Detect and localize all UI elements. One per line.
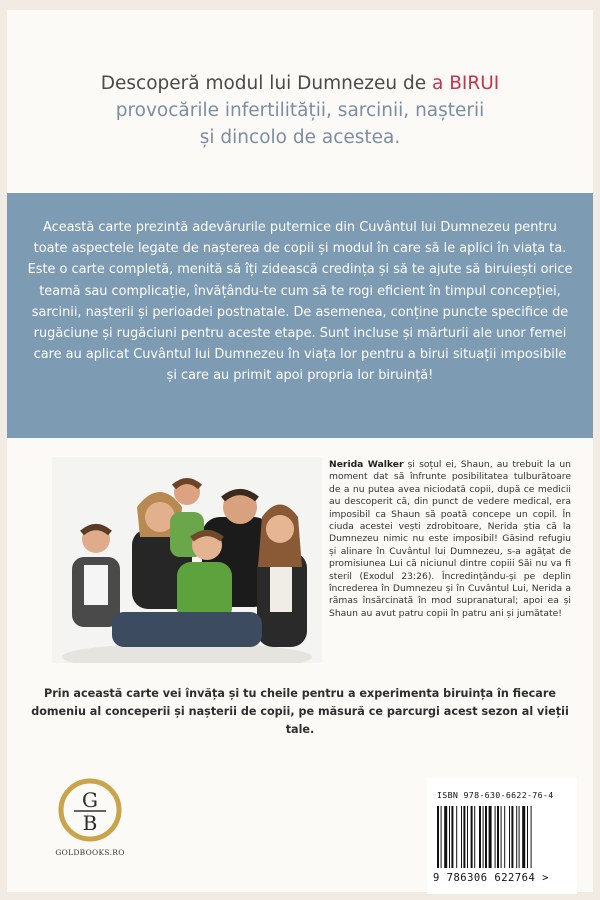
barcode-bar — [483, 806, 484, 868]
summary-text: Această carte prezintă adevărurile puternice din Cuvântul lui Dumnezeu pentru toate aspectele legate de nașterea de copii și modul în care să le aplici în viața ta. Este o carte completă, menită să îți zidească credința și să te ajute să biruiești orice teamă sau complicație, învățându-te cum să te rogi eficient în timpul concepției, sarcinii, nașterii și perioadei postnatale. De asemenea, conține puncte specifice de rugăciune și rugăciuni pentru aceste etape. Sunt incluse și mărturii ale unor femei care au aplicat Cuvântul lui Dumnezeu în viața lor pentru a birui situații imposibile și care au primit apoi propria lor biruință! — [27, 220, 573, 384]
barcode-bar — [456, 806, 457, 868]
back-cover — [7, 10, 593, 892]
barcode-number: 9 786306 622764 > — [433, 872, 549, 884]
monogram-top: G — [82, 788, 98, 812]
barcode-bar — [509, 806, 510, 868]
tagline-line-2: provocările infertilității, sarcinii, nașterii — [115, 100, 485, 121]
tagline-accent: a BIRUI — [432, 73, 500, 94]
barcode-bar — [501, 806, 502, 868]
barcode-bar — [463, 806, 465, 868]
isbn-label: ISBN 978-630-6622-76-4 — [437, 790, 554, 800]
monogram-bottom: B — [82, 811, 98, 835]
tagline-line-1: Descoperă modul lui Dumnezeu de a BIRUI — [100, 73, 500, 94]
closing-statement: Prin această carte vei învăța și tu cheile pentru a experimenta biruința în fiecare domeniu al conceperii și nașterii de copii, pe măsură ce parcurgi acest sezon al vieții tale. — [31, 687, 569, 736]
barcode-bar — [474, 806, 475, 868]
author-bio — [329, 459, 571, 620]
barcode-bar — [527, 806, 528, 868]
barcode-bar — [516, 806, 517, 868]
barcode-bar — [531, 806, 532, 868]
barcode-bar — [511, 806, 513, 868]
barcode-bar — [497, 806, 499, 868]
barcode-bar — [449, 806, 450, 868]
barcode-bar — [479, 806, 481, 868]
isbn-barcode — [427, 778, 577, 894]
barcode-bar — [485, 806, 487, 868]
barcode-bar — [495, 806, 496, 868]
author-bio-text: și soțul ei, Shaun, au trebuit la un moment dat să înfrunte posibilitatea tulburătoare de a nu putea avea niciodată copii, după ce medicii au descoperit că, din punct de vedere medical, era imposibil ca Shaun să poată concepe un copil. În ciuda acestei vești zdrobitoare, Nerida știa că la Dumnezeu nimic nu este imposibil! Găsind refugiu și alinare în Cuvântul lui Dumnezeu, s-a agățat de promisiunea Lui că niciunul dintre copiii Săi nu va fi steril (Exodul 23:26). Încredințându-și pe deplin încrederea în Dumnezeu și în Cuvântul Lui, Nerida a rămas însărcinată în mod supranatural; apoi ea și Shaun au avut patru copii în patru ani și jumătate! — [329, 459, 571, 619]
barcode-bars — [435, 806, 569, 870]
barcode-bar — [522, 806, 525, 868]
summary-band — [7, 193, 593, 438]
barcode-bar — [471, 806, 473, 868]
tagline-line-3: și dincolo de acestea. — [199, 127, 401, 148]
barcode-bar — [451, 806, 453, 868]
barcode-bar — [461, 806, 462, 868]
tagline — [7, 70, 593, 151]
goldbooks-monogram-icon — [58, 778, 122, 842]
barcode-bar — [489, 806, 492, 868]
barcode-bar — [519, 806, 520, 868]
barcode-bar — [504, 806, 505, 868]
barcode-bar — [444, 806, 447, 868]
family-photo — [52, 457, 322, 663]
publisher-logo — [45, 778, 135, 857]
publisher-name: GOLDBOOKS.RO — [55, 848, 125, 857]
author-name: Nerida Walker — [329, 459, 404, 470]
barcode-bar — [467, 806, 468, 868]
barcode-bar — [437, 806, 439, 868]
barcode-bar — [441, 806, 442, 868]
